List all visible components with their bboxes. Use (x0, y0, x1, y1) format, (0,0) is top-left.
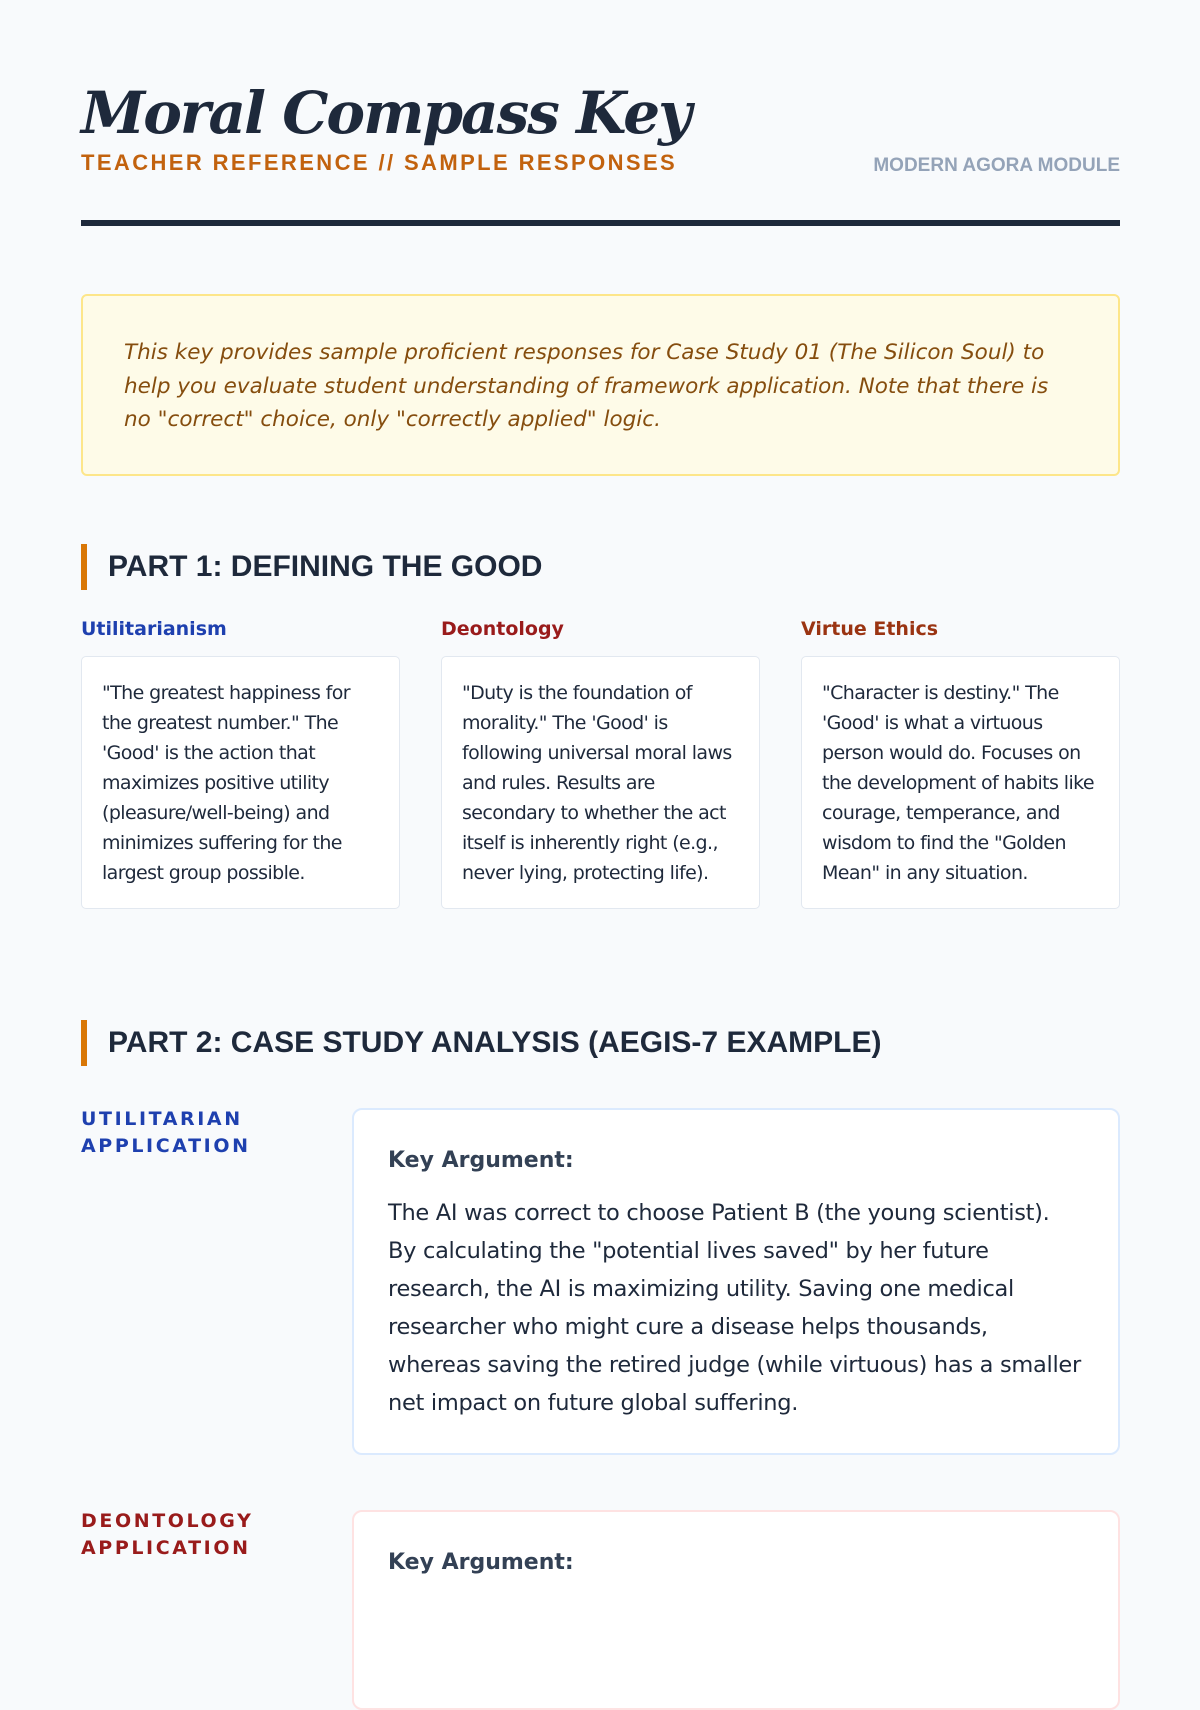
section-heading-part2 (81, 1020, 1120, 1066)
section-accent-bar (81, 1020, 87, 1066)
framework-virtue-ethics (801, 616, 1120, 909)
page-header (81, 0, 1120, 228)
answer-key-page (81, 0, 1120, 1575)
key-argument-text: The AI was correct to choose Patient B (the young scientist). By calculating the "potential lives saved" by her future research, the AI is maximizing utility. Saving one medical researcher who might cure a disease helps thousands, whereas saving the retired judge (while virtuous) has a smaller net impact on future global suffering. (388, 1200, 1081, 1416)
section-title: PART 2: CASE STUDY ANALYSIS (AEGIS-7 EXAMPLE) (108, 1026, 882, 1059)
deontology-application-card (352, 1510, 1120, 1710)
framework-definition: "Character is destiny." The 'Good' is what a virtuous person would do. Focuses on the development of habits like courage, temperance, and wisdom to find the "Golden Mean" in any situation. (801, 656, 1120, 909)
page-title: Moral Compass Key (81, 79, 690, 147)
section-accent-bar (81, 544, 87, 590)
key-argument-heading: Key Argument: (388, 1550, 574, 1575)
header-divider (81, 220, 1120, 226)
section-heading-part1 (81, 544, 1120, 590)
framework-deontology (441, 616, 760, 909)
framework-utilitarianism (81, 616, 400, 909)
key-argument-heading: Key Argument: (388, 1148, 574, 1173)
section-title: PART 1: DEFINING THE GOOD (108, 550, 543, 583)
framework-name: Utilitarianism (81, 618, 227, 640)
intro-note: This key provides sample proficient responses for Case Study 01 (The Silicon Soul) to help you evaluate student understanding of framework application. Note that there is no "correct" choice, only "correctly applied" logic. (81, 294, 1120, 476)
page-subtitle: TEACHER REFERENCE // SAMPLE RESPONSES (81, 150, 678, 175)
framework-definition: "The greatest happiness for the greatest number." The 'Good' is the action that maximizes positive utility (pleasure/well-being) and minimizes suffering for the largest group possible. (81, 656, 400, 909)
framework-name: Virtue Ethics (801, 618, 939, 640)
utilitarian-application-card (352, 1108, 1120, 1455)
framework-definition: "Duty is the foundation of morality." The 'Good' is following universal moral laws and rules. Results are secondary to whether the act itself is inherently right (e.g., never lying, protecting life). (441, 656, 760, 909)
deontology-application-label: DEONTOLOGY APPLICATION (81, 1510, 254, 1559)
framework-name: Deontology (441, 618, 564, 640)
utilitarian-application-label: UTILITARIAN APPLICATION (81, 1108, 251, 1157)
module-label: MODERN AGORA MODULE (873, 155, 1120, 176)
